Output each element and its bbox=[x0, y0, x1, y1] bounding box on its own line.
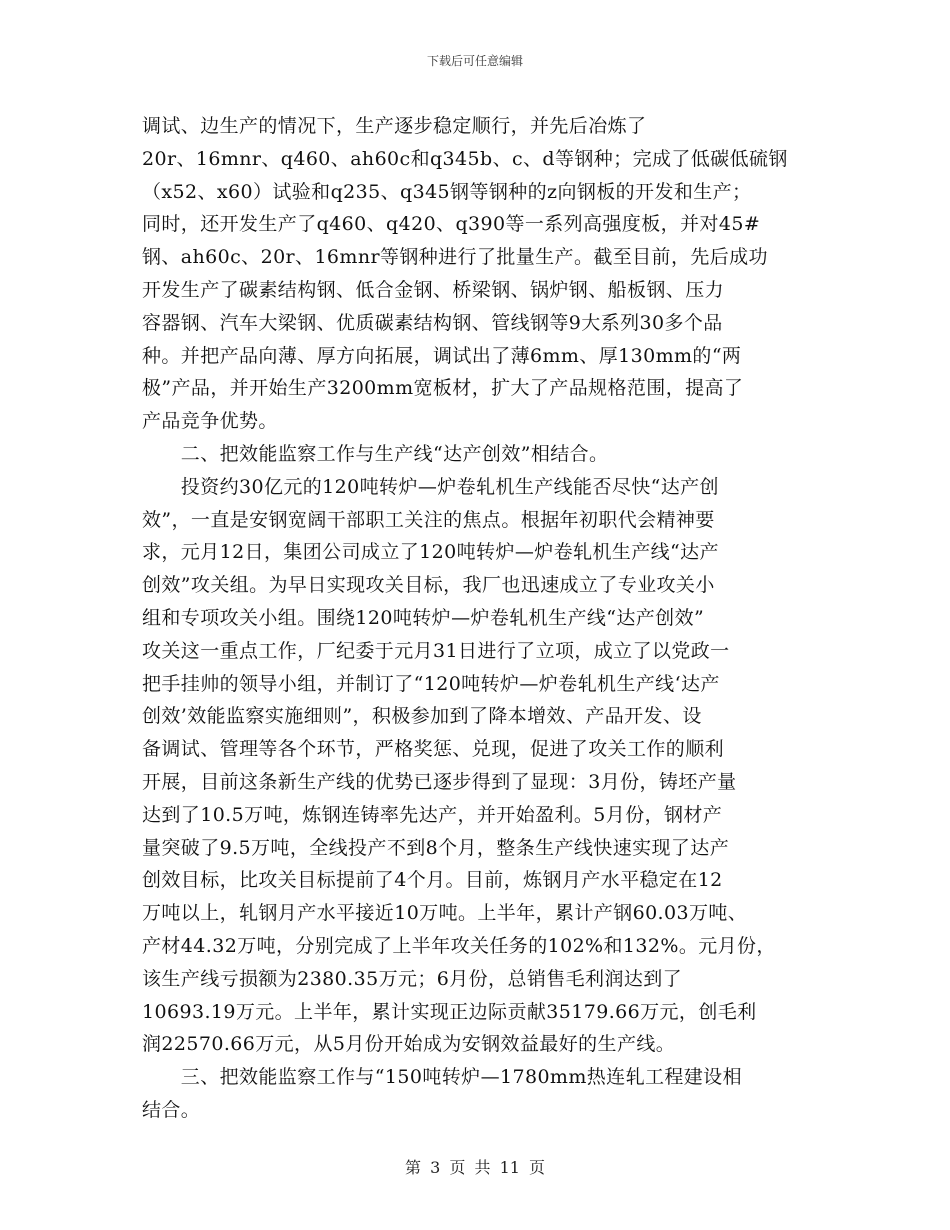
footer-label-gong: 共 bbox=[474, 1158, 491, 1177]
page-footer bbox=[0, 1155, 950, 1178]
text-line: 20r、16mnr、q460、ah60c和q345b、c、d等钢种；完成了低碳低硫钢 bbox=[142, 147, 788, 170]
footer-label-di: 第 bbox=[404, 1158, 421, 1177]
text-line: 投资约30亿元的120吨转炉—炉卷轧机生产线能否尽快“达产创 bbox=[142, 475, 719, 498]
text-line: 种。并把产品向薄、厚方向拓展，调试出了薄6mm、厚130mm的“两 bbox=[142, 344, 742, 367]
text-line: 创效”攻关组。为早日实现攻关目标，我厂也迅速成立了专业攻关小 bbox=[142, 574, 715, 597]
text-line: 组和专项攻关小组。围绕120吨转炉—炉卷轧机生产线“达产创效” bbox=[142, 606, 705, 629]
text-line: 结合。 bbox=[142, 1098, 201, 1121]
text-line: 极”产品，并开始生产3200mm宽板材，扩大了产品规格范围，提高了 bbox=[142, 377, 744, 400]
page-number-current: 3 bbox=[430, 1158, 441, 1177]
text-line: 开展，目前这条新生产线的优势已逐步得到了显现：3月份，铸坯产量 bbox=[142, 770, 737, 793]
text-line: 开发生产了碳素结构钢、低合金钢、桥梁钢、锅炉钢、船板钢、压力 bbox=[142, 278, 725, 301]
section-heading: 二、把效能监察工作与生产线“达产创效”相结合。 bbox=[142, 442, 609, 465]
text-line: 求，元月12日，集团公司成立了120吨转炉—炉卷轧机生产线“达产 bbox=[142, 541, 719, 564]
text-line: 创效’效能监察实施细则”，积极参加到了降本增效、产品开发、设 bbox=[142, 705, 702, 728]
text-line: 攻关这一重点工作，厂纪委于元月31日进行了立项，成立了以党政一 bbox=[142, 639, 730, 662]
text-line: 同时，还开发生产了q460、q420、q390等一系列高强度板，并对45# bbox=[142, 213, 761, 236]
text-line: 创效目标，比攻关目标提前了4个月。目前，炼钢月产水平稳定在12 bbox=[142, 869, 723, 892]
text-line: 产品竞争优势。 bbox=[142, 410, 278, 433]
text-line: 调试、边生产的情况下，生产逐步稳定顺行，并先后冶炼了 bbox=[142, 115, 647, 137]
text-line: 容器钢、汽车大梁钢、优质碳素结构钢、管线钢等9大系列30多个品 bbox=[142, 311, 723, 334]
page-number-total: 11 bbox=[499, 1158, 520, 1177]
text-line: 钢、ah60c、20r、16mnr等钢种进行了批量生产。截至目前，先后成功 bbox=[142, 246, 768, 269]
document-body bbox=[142, 110, 812, 1127]
text-line: 10693.19万元。上半年，累计实现正边际贡献35179.66万元，创毛利 bbox=[142, 1000, 757, 1023]
text-line: 该生产线亏损额为2380.35万元；6月份，总销售毛利润达到了 bbox=[142, 967, 683, 990]
page-header: 下载后可任意编辑 bbox=[426, 54, 523, 68]
text-line: 效”，一直是安钢宽阔干部职工关注的焦点。根据年初职代会精神要 bbox=[142, 508, 715, 531]
text-line: （x52、x60）试验和q235、q345钢等钢种的z向钢板的开发和生产； bbox=[142, 180, 752, 203]
section-heading: 三、把效能监察工作与“150吨转炉—1780mm热连轧工程建设相 bbox=[142, 1066, 742, 1089]
text-line: 把手挂帅的领导小组，并制订了“120吨转炉—炉卷轧机生产线‘达产 bbox=[142, 672, 720, 695]
text-line: 万吨以上，轧钢月产水平接近10万吨。上半年，累计产钢60.03万吨、 bbox=[142, 902, 748, 925]
text-line: 量突破了9.5万吨，全线投产不到8个月，整条生产线快速实现了达产 bbox=[142, 836, 730, 859]
footer-label-ye2: 页 bbox=[529, 1158, 546, 1177]
text-line: 达到了10.5万吨，炼钢连铸率先达产，并开始盈利。5月份，钢材产 bbox=[142, 803, 723, 826]
text-line: 备调试、管理等各个环节，严格奖惩、兑现，促进了攻关工作的顺利 bbox=[142, 738, 725, 761]
footer-label-ye: 页 bbox=[449, 1158, 466, 1177]
text-line: 润22570.66万元，从5月份开始成为安钢效益最好的生产线。 bbox=[142, 1033, 676, 1056]
text-line: 产材44.32万吨，分别完成了上半年攻关任务的102%和132%。元月份， bbox=[142, 934, 776, 957]
